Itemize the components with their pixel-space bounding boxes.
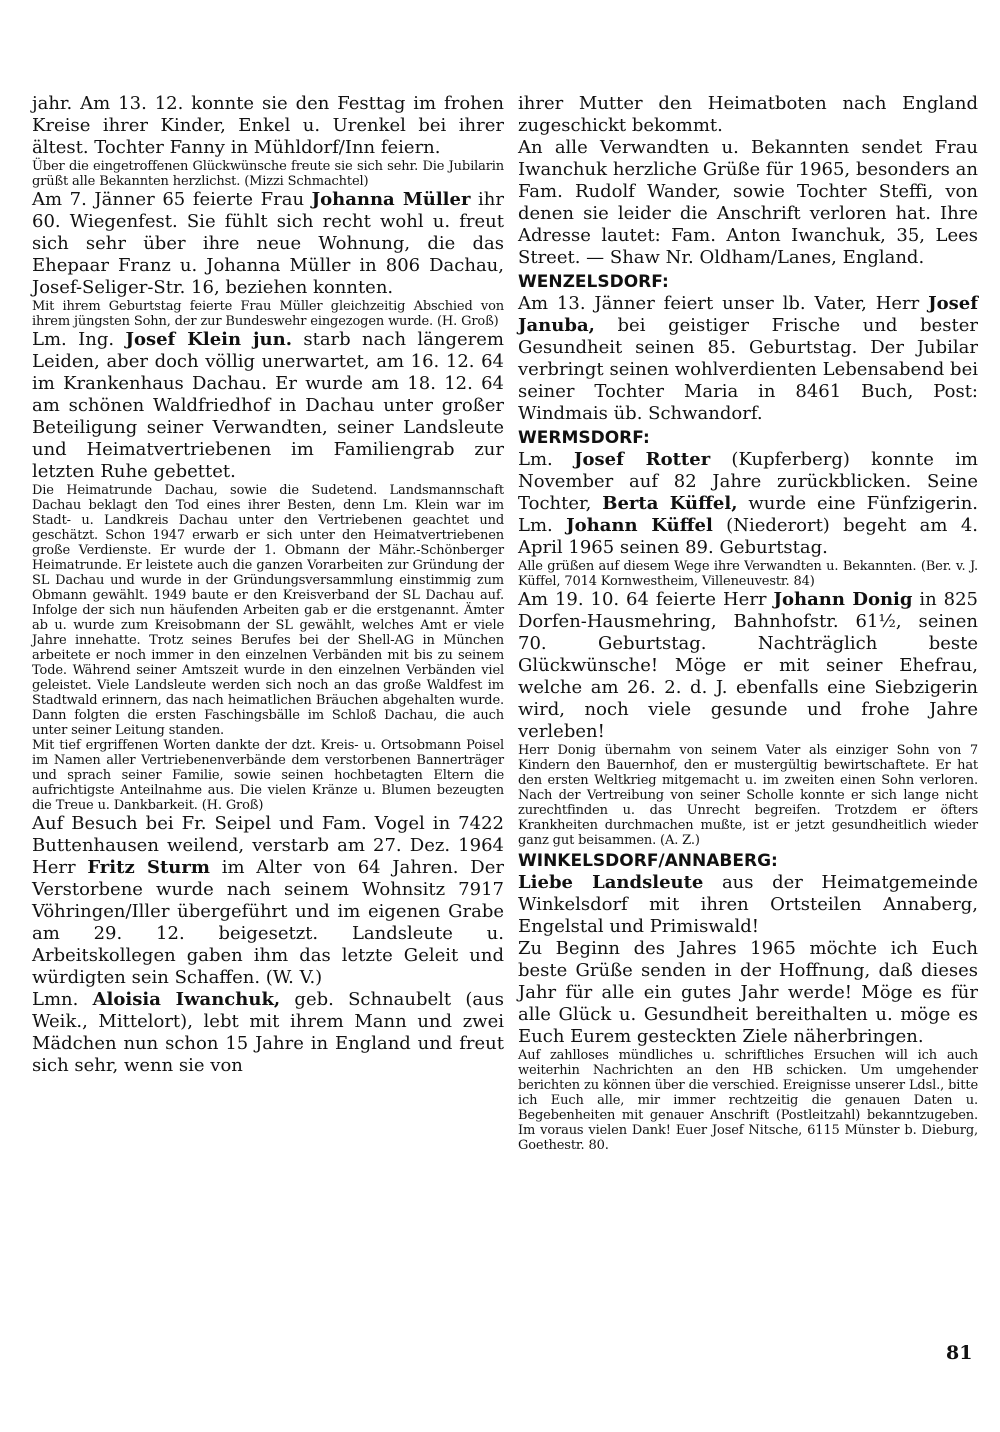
person-name: Berta Küffel, (602, 493, 738, 514)
text-run: (Niederort) begeht am 4. April 1965 seinen 89. Geburtstag. (518, 515, 978, 558)
person-name: Fritz Sturm (87, 857, 210, 878)
article-note: Herr Donig übernahm von seinem Vater als einziger Sohn von 7 Kindern den Bauernhof, den er mustergültig bewirtschaftete. Er hat den ersten Weltkrieg mitgemacht u. im zweiten einen Sohn verloren. Nach der Vertreibung von seiner Scholle konnte er sich lange nicht zurechtfinden u. das Unrecht begreifen. Trotzdem er öfters Krankheiten durchmachen mußte, ist er jetzt gesundheitlich wieder ganz gut beisammen. (A. Z.) (518, 743, 978, 848)
article-paragraph (518, 293, 978, 425)
article-note: Alle grüßen auf diesem Wege ihre Verwandten u. Bekannten. (Ber. v. J. Küffel, 7014 Kornwestheim, Villeneuvestr. 84) (518, 559, 978, 589)
text-run: (Kupferberg) konnte im November auf 82 Jahre zurückblicken. Seine Tochter, (518, 449, 979, 514)
text-run: Lmn. (32, 989, 93, 1010)
person-name: Johann Küffel (566, 515, 713, 536)
text-run: Am 13. Jänner feiert unser lb. Vater, Herr (518, 293, 929, 314)
article-paragraph: Zu Beginn des Jahres 1965 möchte ich Euch beste Grüße senden in der Hoffnung, daß dieses Jahr für alle ein gutes Jahr werde! Möge es für alle Glück u. Gesundheit bereithalten u. möge es Euch Eurem gesteckten Ziele näherbringen. (518, 938, 978, 1047)
text-run: Lm. (518, 449, 574, 470)
text-run: ihr 60. Wiegenfest. Sie fühlt sich recht wohl u. freut sich sehr über ihre neue Wohnung, die das Ehepaar Franz u. Johanna Müller in 806 Dachau, Josef-Seliger-Str. 16, beziehen konnten. (32, 189, 504, 298)
section-heading-winkelsdorf: WINKELSDORF/ANNABERG: (518, 851, 778, 871)
article-paragraph (32, 189, 504, 299)
person-name: Johann Donig (773, 589, 913, 610)
person-name: Josef Januba, (518, 293, 978, 336)
text-run: Auf Besuch bei Fr. Seipel und Fam. Vogel in 7422 Buttenhausen weilend, verstarb am 27. Dez. 1964 Herr (32, 813, 504, 878)
person-name: Josef Rotter (574, 449, 711, 470)
text-run: Am 19. 10. 64 feierte Herr (518, 589, 774, 610)
text-run: im Alter von 64 Jahren. Der Verstorbene wurde nach seinem Wohnsitz 7917 Vöhringen/Iller übergeführt und im eigenen Grabe am 29. 12. beigesetzt. Landsleute u. Arbeitskollegen gaben ihm das letzte Geleit und würdigten sein Schaffen. (W. V.) (32, 857, 504, 988)
person-name: Josef Klein jun. (125, 329, 292, 350)
article-note: Mit ihrem Geburtstag feierte Frau Müller gleichzeitig Abschied von ihrem jüngsten Sohn, der zur Bundeswehr eingezogen wurde. (H. Groß) (32, 299, 504, 329)
article-paragraph (32, 813, 504, 989)
article-paragraph (518, 589, 978, 743)
article-paragraph (518, 449, 978, 559)
article-paragraph (32, 329, 504, 483)
article-paragraph: jahr. Am 13. 12. konnte sie den Festtag im frohen Kreise ihrer Kinder, Enkel u. Urenkel bei ihrer ältest. Tochter Fanny in Mühldorf/Inn feiern. (32, 93, 504, 158)
article-note: Die Heimatrunde Dachau, sowie die Sudetend. Landsmannschaft Dachau beklagt den Tod eines ihrer Besten, denn Lm. Klein war im Stadt- u. Landkreis Dachau unter den Vertriebenen geachtet und geschätzt. Schon 1947 erwarb er sich unter den Heimatvertriebenen große Verdienste. Er wurde der 1. Obmann der Mähr.-Schönberger Heimatrunde. Er leistete auch die ganzen Vorarbeiten zur Gründung der SL Dachau und wurde in der Gründungsversammlung einstimmig zum Obmann gewählt. 1949 baute er den Kreisverband der SL Dachau auf. Infolge der sich nun häufenden Arbeiten gab er die erstgenannt. Ämter ab u. wurde zum Kreisobmann der SL gewählt, welches Amt er viele Jahre innehatte. Trotz seines Berufes bei der Shell-AG in München arbeitete er noch immer in den einzelnen Verbänden mit bis zu seinem Tode. Während seiner Amtszeit wurde in den einzelnen Verbänden viel geleistet. Viele Landsleute werden sich noch an das große Waldfest im Stadtwald erinnern, das nach heimatlichen Bräuchen abgehalten wurde. Dann folgten die ersten Faschingsbälle im Schloß Dachau, die auch unter seiner Leitung standen. (32, 483, 504, 738)
greeting-bold: Liebe Landsleute (518, 872, 704, 893)
text-run: starb nach längerem Leiden, aber doch völlig unerwartet, am 16. 12. 64 im Krankenhaus Dachau. Er wurde am 18. 12. 64 am schönen Waldfriedhof in Dachau unter großer Beteiligung seiner Verwandten, seiner Landsleute und Heimatvertriebenen im Familiengrab zur letzten Ruhe gebettet. (32, 329, 505, 482)
text-run: aus der Heimatgemeinde Winkelsdorf mit ihren Ortsteilen Annaberg, Engelstal und Primiswald! (518, 872, 978, 937)
section-heading-wenzelsdorf: WENZELSDORF: (518, 272, 669, 292)
left-column (32, 93, 504, 1077)
article-note: Mit tief ergriffenen Worten dankte der dzt. Kreis- u. Ortsobmann Poisel im Namen aller Vertriebenenverbände dem verstorbenen Bannerträger und sprach seiner Familie, sowie seinen hochbetagten Eltern die aufrichtigste Anteilnahme aus. Die vielen Kränze u. Blumen bezeugten die Treue u. Dankbarkeit. (H. Groß) (32, 738, 504, 813)
person-name: Aloisia Iwanchuk, (92, 989, 281, 1010)
text-run: Lm. Ing. (32, 329, 126, 350)
text-run: wurde eine Fünfzigerin. Lm. (518, 493, 979, 536)
text-run: bei geistiger Frische und bester Gesundheit seinen 85. Geburtstag. Der Jubilar verbringt seinen wohlverdienten Lebensabend bei seiner Tochter Maria in 8461 Buch, Post: Windmais üb. Schwandorf. (518, 315, 978, 424)
section-heading-wermsdorf: WERMSDORF: (518, 428, 650, 448)
text-run: in 825 Dorfen-Hausmehring, Bahnhofstr. 61½, seinen 70. Geburtstag. Nachträglich beste Glückwünsche! Möge er mit seiner Ehefrau, welche am 26. 2. d. J. ebenfalls eine Siebzigerin wird, noch viele gesunde und frohe Jahre verleben! (518, 589, 979, 742)
article-note: Über die eingetroffenen Glückwünsche freute sie sich sehr. Die Jubilarin grüßt alle Bekannten herzlichst. (Mizzi Schmachtel) (32, 159, 504, 189)
article-paragraph: An alle Verwandten u. Bekannten sendet Frau Iwanchuk herzliche Grüße für 1965, besonders an Fam. Rudolf Wander, sowie Tochter Steffi, von denen sie leider die Anschrift verloren hat. Ihre Adresse lautet: Fam. Anton Iwanchuk, 35, Lees Street. — Shaw Nr. Oldham/Lanes, England. (518, 137, 978, 268)
text-run: Am 7. Jänner 65 feierte Frau (32, 189, 312, 210)
person-name: Johanna Müller (311, 189, 471, 210)
text-run: geb. Schnaubelt (aus Weik., Mittelort), lebt mit ihrem Mann und zwei Mädchen nun schon 15 Jahre in England und freut sich sehr, wenn sie von (32, 989, 504, 1076)
article-paragraph: ihrer Mutter den Heimatboten nach England zugeschickt bekommt. (518, 93, 978, 136)
page-number: 81 (946, 1342, 973, 1364)
right-column (518, 93, 978, 1153)
article-note: Auf zahlloses mündliches u. schriftliches Ersuchen will ich auch weiterhin Nachrichten an den HB schicken. Um umgehender berichten zu können über die verschied. Ereignisse unserer Ldsl., bitte ich Euch alle, mir immer rechtzeitig die genauen Daten u. Begebenheiten mit genauer Anschrift (Postleitzahl) bekanntzugeben. Im voraus vielen Dank! Euer Josef Nitsche, 6115 Münster b. Dieburg, Goethestr. 80. (518, 1048, 978, 1153)
article-paragraph (32, 989, 504, 1077)
article-paragraph (518, 872, 978, 938)
